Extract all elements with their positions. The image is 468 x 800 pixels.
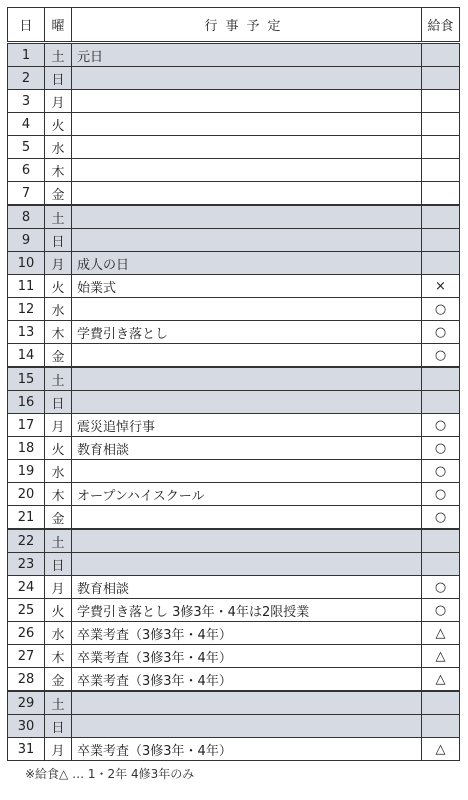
- lunch-cell: ○: [422, 483, 460, 506]
- day-cell: 1: [8, 43, 45, 67]
- header-dow: 曜: [45, 8, 72, 43]
- event-cell: [72, 136, 422, 159]
- day-cell: 22: [8, 529, 45, 553]
- event-cell: [72, 113, 422, 136]
- weekday-cell: 土: [45, 691, 72, 715]
- table-row: [8, 298, 460, 321]
- table-row: [8, 159, 460, 182]
- lunch-cell: ○: [422, 344, 460, 368]
- table-row: [8, 229, 460, 252]
- event-cell: 成人の日: [72, 252, 422, 275]
- lunch-cell: [422, 67, 460, 90]
- lunch-cell: [422, 205, 460, 229]
- lunch-cell: ○: [422, 414, 460, 437]
- table-row: [8, 738, 460, 761]
- event-cell: [72, 67, 422, 90]
- weekday-cell: 水: [45, 622, 72, 645]
- weekday-cell: 日: [45, 553, 72, 576]
- event-cell: [72, 391, 422, 414]
- header-event: 行事予定: [72, 8, 422, 43]
- day-cell: 15: [8, 367, 45, 391]
- day-cell: 30: [8, 715, 45, 738]
- lunch-cell: [422, 182, 460, 206]
- event-cell: 教育相談: [72, 437, 422, 460]
- table-row: [8, 529, 460, 553]
- table-row: [8, 553, 460, 576]
- lunch-cell: [422, 529, 460, 553]
- table-row: [8, 483, 460, 506]
- table-row: [8, 182, 460, 206]
- day-cell: 23: [8, 553, 45, 576]
- table-row: [8, 645, 460, 668]
- table-row: [8, 275, 460, 298]
- header-day: 日: [8, 8, 45, 43]
- day-cell: 10: [8, 252, 45, 275]
- event-cell: [72, 529, 422, 553]
- lunch-cell: [422, 391, 460, 414]
- schedule-header: [8, 8, 460, 43]
- schedule-table: [7, 7, 460, 761]
- weekday-cell: 金: [45, 344, 72, 368]
- table-row: [8, 391, 460, 414]
- lunch-cell: ○: [422, 599, 460, 622]
- event-cell: [72, 344, 422, 368]
- weekday-cell: 月: [45, 414, 72, 437]
- lunch-cell: ○: [422, 460, 460, 483]
- event-cell: [72, 205, 422, 229]
- day-cell: 2: [8, 67, 45, 90]
- event-cell: 卒業考査（3修3年・4年）: [72, 622, 422, 645]
- day-cell: 14: [8, 344, 45, 368]
- day-cell: 31: [8, 738, 45, 761]
- lunch-cell: [422, 553, 460, 576]
- day-cell: 3: [8, 90, 45, 113]
- table-row: [8, 460, 460, 483]
- schedule-sheet: [7, 7, 459, 782]
- table-row: [8, 67, 460, 90]
- event-cell: [72, 229, 422, 252]
- day-cell: 28: [8, 668, 45, 692]
- event-cell: 卒業考査（3修3年・4年）: [72, 668, 422, 692]
- day-cell: 6: [8, 159, 45, 182]
- event-cell: 震災追悼行事: [72, 414, 422, 437]
- lunch-cell: [422, 715, 460, 738]
- lunch-cell: [422, 367, 460, 391]
- day-cell: 11: [8, 275, 45, 298]
- day-cell: 26: [8, 622, 45, 645]
- schedule-body: [8, 43, 460, 761]
- weekday-cell: 日: [45, 229, 72, 252]
- weekday-cell: 火: [45, 437, 72, 460]
- weekday-cell: 土: [45, 367, 72, 391]
- day-cell: 17: [8, 414, 45, 437]
- day-cell: 13: [8, 321, 45, 344]
- day-cell: 8: [8, 205, 45, 229]
- weekday-cell: 月: [45, 738, 72, 761]
- weekday-cell: 木: [45, 321, 72, 344]
- day-cell: 7: [8, 182, 45, 206]
- day-cell: 21: [8, 506, 45, 530]
- lunch-cell: [422, 43, 460, 67]
- event-cell: [72, 691, 422, 715]
- event-cell: 元日: [72, 43, 422, 67]
- day-cell: 24: [8, 576, 45, 599]
- weekday-cell: 土: [45, 205, 72, 229]
- weekday-cell: 土: [45, 43, 72, 67]
- lunch-cell: [422, 136, 460, 159]
- day-cell: 25: [8, 599, 45, 622]
- weekday-cell: 月: [45, 90, 72, 113]
- weekday-cell: 水: [45, 460, 72, 483]
- lunch-cell: △: [422, 622, 460, 645]
- table-row: [8, 437, 460, 460]
- weekday-cell: 火: [45, 599, 72, 622]
- day-cell: 19: [8, 460, 45, 483]
- table-row: [8, 414, 460, 437]
- lunch-cell: ○: [422, 576, 460, 599]
- weekday-cell: 日: [45, 715, 72, 738]
- lunch-cell: ○: [422, 437, 460, 460]
- table-row: [8, 599, 460, 622]
- day-cell: 27: [8, 645, 45, 668]
- event-cell: 教育相談: [72, 576, 422, 599]
- weekday-cell: 金: [45, 506, 72, 530]
- weekday-cell: 水: [45, 136, 72, 159]
- day-cell: 16: [8, 391, 45, 414]
- weekday-cell: 月: [45, 576, 72, 599]
- weekday-cell: 木: [45, 483, 72, 506]
- table-row: [8, 506, 460, 530]
- day-cell: 18: [8, 437, 45, 460]
- table-row: [8, 252, 460, 275]
- event-cell: [72, 298, 422, 321]
- event-cell: [72, 367, 422, 391]
- table-row: [8, 90, 460, 113]
- event-cell: [72, 90, 422, 113]
- weekday-cell: 日: [45, 67, 72, 90]
- day-cell: 29: [8, 691, 45, 715]
- event-cell: 学費引き落とし 3修3年・4年は2限授業: [72, 599, 422, 622]
- event-cell: 始業式: [72, 275, 422, 298]
- day-cell: 4: [8, 113, 45, 136]
- weekday-cell: 金: [45, 668, 72, 692]
- weekday-cell: 金: [45, 182, 72, 206]
- weekday-cell: 木: [45, 645, 72, 668]
- table-row: [8, 691, 460, 715]
- lunch-cell: ×: [422, 275, 460, 298]
- header-lunch: 給食: [422, 8, 460, 43]
- event-cell: [72, 460, 422, 483]
- table-row: [8, 622, 460, 645]
- weekday-cell: 木: [45, 159, 72, 182]
- event-cell: 学費引き落とし: [72, 321, 422, 344]
- weekday-cell: 火: [45, 113, 72, 136]
- lunch-cell: ○: [422, 298, 460, 321]
- event-cell: 卒業考査（3修3年・4年）: [72, 738, 422, 761]
- footnote: ※給食△ … 1・2年 4修3年のみ: [25, 767, 195, 781]
- event-cell: [72, 159, 422, 182]
- event-cell: オープンハイスクール: [72, 483, 422, 506]
- event-cell: [72, 715, 422, 738]
- table-row: [8, 367, 460, 391]
- lunch-cell: ○: [422, 506, 460, 530]
- event-cell: [72, 506, 422, 530]
- table-row: [8, 113, 460, 136]
- weekday-cell: 月: [45, 252, 72, 275]
- event-cell: 卒業考査（3修3年・4年）: [72, 645, 422, 668]
- table-row: [8, 321, 460, 344]
- lunch-cell: △: [422, 668, 460, 692]
- day-cell: 9: [8, 229, 45, 252]
- lunch-cell: △: [422, 645, 460, 668]
- lunch-cell: [422, 691, 460, 715]
- table-row: [8, 136, 460, 159]
- table-row: [8, 205, 460, 229]
- day-cell: 12: [8, 298, 45, 321]
- table-row: [8, 576, 460, 599]
- lunch-cell: [422, 90, 460, 113]
- day-cell: 20: [8, 483, 45, 506]
- day-cell: 5: [8, 136, 45, 159]
- table-row: [8, 715, 460, 738]
- lunch-cell: △: [422, 738, 460, 761]
- weekday-cell: 水: [45, 298, 72, 321]
- lunch-cell: ○: [422, 321, 460, 344]
- table-row: [8, 43, 460, 67]
- weekday-cell: 土: [45, 529, 72, 553]
- event-cell: [72, 553, 422, 576]
- weekday-cell: 日: [45, 391, 72, 414]
- event-cell: [72, 182, 422, 206]
- lunch-cell: [422, 229, 460, 252]
- lunch-cell: [422, 252, 460, 275]
- table-row: [8, 668, 460, 692]
- lunch-cell: [422, 159, 460, 182]
- table-row: [8, 344, 460, 368]
- weekday-cell: 火: [45, 275, 72, 298]
- lunch-cell: [422, 113, 460, 136]
